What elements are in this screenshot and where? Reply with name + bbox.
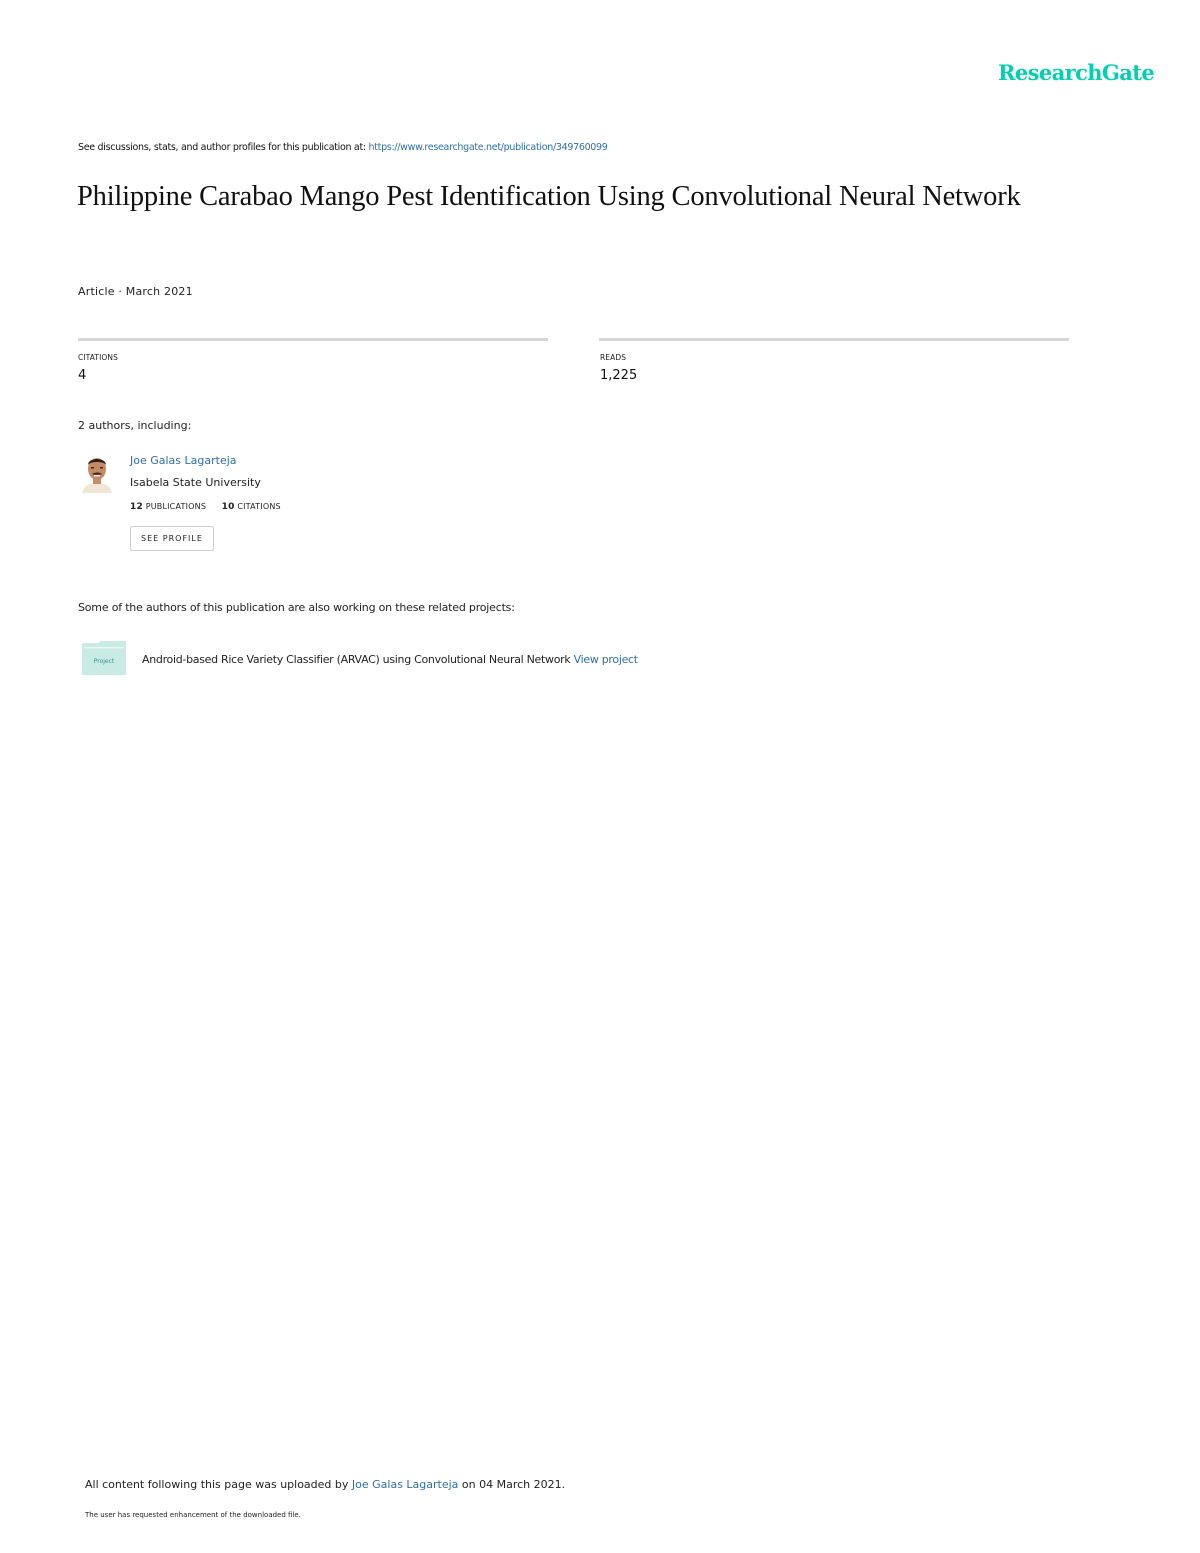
article-title: Philippine Carabao Mango Pest Identification Using Convolutional Neural Network	[77, 181, 1021, 212]
related-project-item	[142, 653, 638, 666]
author-citations-count: 10	[221, 502, 235, 512]
author-avatar[interactable]	[80, 453, 114, 493]
author-name-link[interactable]: Joe Galas Lagarteja	[130, 454, 237, 467]
author-publications-label: PUBLICATIONS	[145, 502, 207, 511]
researchgate-logo[interactable]: ResearchGate	[998, 60, 1155, 85]
related-projects-heading: Some of the authors of this publication are also working on these related projects:	[78, 601, 515, 614]
enhancement-note: The user has requested enhancement of the downloaded file.	[85, 1511, 301, 1519]
uploader-link[interactable]: Joe Galas Lagarteja	[351, 1478, 459, 1491]
upload-prefix: All content following this page was uploaded by	[85, 1478, 352, 1491]
author-stats	[130, 502, 281, 512]
article-meta: Article · March 2021	[78, 285, 193, 298]
divider-citations	[78, 338, 548, 341]
author-photo-icon	[80, 453, 114, 493]
see-profile-button[interactable]: SEE PROFILE	[130, 526, 214, 551]
author-citations-label: CITATIONS	[237, 502, 281, 511]
publication-url-link[interactable]: https://www.researchgate.net/publication/349760099	[368, 142, 608, 153]
authors-heading: 2 authors, including:	[78, 419, 192, 432]
project-folder-icon	[82, 641, 126, 675]
svg-text:Project: Project	[93, 658, 115, 665]
citations-label: CITATIONS	[78, 353, 118, 362]
source-line	[78, 142, 608, 153]
upload-info	[85, 1478, 565, 1491]
divider-reads	[599, 338, 1069, 341]
author-institution: Isabela State University	[130, 476, 261, 489]
view-project-link[interactable]: View project	[573, 653, 638, 666]
reads-value: 1,225	[600, 368, 638, 383]
project-title: Android-based Rice Variety Classifier (ARVAC) using Convolutional Neural Network	[142, 653, 571, 666]
source-prefix: See discussions, stats, and author profiles for this publication at:	[78, 142, 369, 153]
reads-label: READS	[600, 353, 627, 362]
upload-suffix: on 04 March 2021.	[458, 1478, 566, 1491]
author-publications-count: 12	[130, 502, 143, 512]
citations-value: 4	[78, 368, 87, 383]
